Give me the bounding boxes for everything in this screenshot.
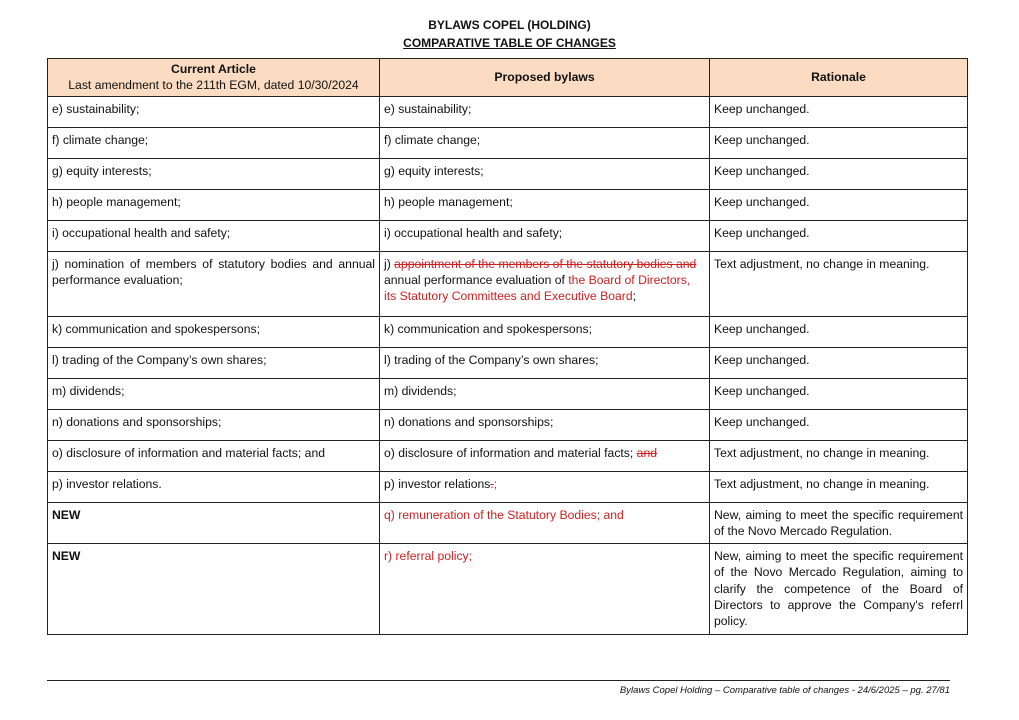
comparison-table — [47, 58, 968, 635]
header-current-title: Current Article — [171, 62, 256, 76]
rationale-cell: New, aiming to meet the specific requirement of the Novo Mercado Regulation, aiming to clarify the competence of the Board of Directors to approve the Company's referrl policy. — [710, 544, 968, 634]
table-row — [48, 347, 968, 378]
proposed-cell: n) donations and sponsorships; — [380, 409, 710, 440]
added-text: ; — [493, 476, 498, 491]
proposed-cell: m) dividends; — [380, 378, 710, 409]
rationale-cell: Text adjustment, no change in meaning. — [710, 471, 968, 502]
deleted-text: and — [636, 445, 658, 460]
page-footer: Bylaws Copel Holding – Comparative table of changes - 24/6/2025 – pg. 27/81 — [619, 685, 950, 696]
rationale-cell: Text adjustment, no change in meaning. — [710, 440, 968, 471]
table-row — [48, 158, 968, 189]
proposed-text: annual performance evaluation of — [384, 272, 569, 287]
table-row — [48, 251, 968, 316]
header-proposed-bylaws: Proposed bylaws — [380, 59, 710, 97]
current-cell: k) communication and spokespersons; — [48, 316, 380, 347]
proposed-cell: g) equity interests; — [380, 158, 710, 189]
current-cell: NEW — [48, 502, 380, 544]
current-cell: o) disclosure of information and material facts; and — [48, 440, 380, 471]
rationale-cell: Keep unchanged. — [710, 220, 968, 251]
rationale-cell: Keep unchanged. — [710, 158, 968, 189]
proposed-cell: f) climate change; — [380, 127, 710, 158]
table-row — [48, 440, 968, 471]
table-row — [48, 220, 968, 251]
current-cell: j) nomination of members of statutory bodies and annual performance evaluation; — [48, 251, 380, 316]
table-row — [48, 502, 968, 544]
proposed-text: ; — [632, 289, 636, 304]
proposed-cell: e) sustainability; — [380, 96, 710, 127]
current-cell: n) donations and sponsorships; — [48, 409, 380, 440]
document-subtitle: COMPARATIVE TABLE OF CHANGES — [403, 36, 616, 50]
current-cell: h) people management; — [48, 189, 380, 220]
current-cell: f) climate change; — [48, 127, 380, 158]
table-row — [48, 378, 968, 409]
table-row — [48, 471, 968, 502]
proposed-text: j) — [384, 256, 395, 271]
deleted-text: . — [490, 476, 494, 491]
proposed-cell: h) people management; — [380, 189, 710, 220]
deleted-text: appointment of the members of the statutory bodies and — [394, 256, 697, 271]
proposed-text: p) investor relations — [384, 476, 491, 491]
table-row — [48, 127, 968, 158]
footer-divider — [47, 680, 950, 681]
proposed-cell — [380, 471, 710, 502]
document-title: BYLAWS COPEL (HOLDING) — [428, 18, 591, 32]
current-cell: i) occupational health and safety; — [48, 220, 380, 251]
table-header-row — [48, 59, 968, 97]
rationale-cell: Keep unchanged. — [710, 127, 968, 158]
proposed-cell — [380, 251, 710, 316]
current-cell: NEW — [48, 544, 380, 634]
current-cell: p) investor relations. — [48, 471, 380, 502]
rationale-cell: Keep unchanged. — [710, 347, 968, 378]
rationale-cell: Keep unchanged. — [710, 409, 968, 440]
rationale-cell: New, aiming to meet the specific requirement of the Novo Mercado Regulation. — [710, 502, 968, 544]
added-text: the Board of Directors, its Statutory Committees and Executive Board — [384, 272, 691, 304]
rationale-cell: Keep unchanged. — [710, 189, 968, 220]
header-current-subtitle: Last amendment to the 211th EGM, dated 10/30/2024 — [68, 78, 359, 93]
current-cell: m) dividends; — [48, 378, 380, 409]
current-cell: l) trading of the Company’s own shares; — [48, 347, 380, 378]
table-row — [48, 409, 968, 440]
table-row — [48, 316, 968, 347]
table-row — [48, 96, 968, 127]
proposed-cell: l) trading of the Company’s own shares; — [380, 347, 710, 378]
header-current-article — [48, 59, 380, 97]
proposed-cell: i) occupational health and safety; — [380, 220, 710, 251]
proposed-text: o) disclosure of information and material facts; — [384, 445, 637, 460]
table-row — [48, 189, 968, 220]
proposed-cell: k) communication and spokespersons; — [380, 316, 710, 347]
header-rationale: Rationale — [710, 59, 968, 97]
rationale-cell: Text adjustment, no change in meaning. — [710, 251, 968, 316]
current-cell: e) sustainability; — [48, 96, 380, 127]
proposed-cell — [380, 440, 710, 471]
table-row — [48, 544, 968, 634]
proposed-cell: q) remuneration of the Statutory Bodies; and — [380, 502, 710, 544]
proposed-cell: r) referral policy; — [380, 544, 710, 634]
current-cell: g) equity interests; — [48, 158, 380, 189]
rationale-cell: Keep unchanged. — [710, 316, 968, 347]
rationale-cell: Keep unchanged. — [710, 378, 968, 409]
rationale-cell: Keep unchanged. — [710, 96, 968, 127]
